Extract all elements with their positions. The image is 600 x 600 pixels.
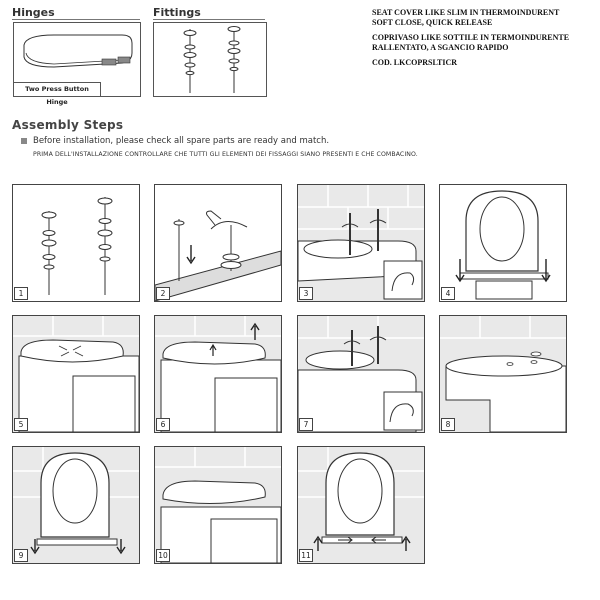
step-number: 1 [14,287,28,300]
step-panel-2 [154,184,282,302]
fittings-title: Fittings [153,6,201,19]
fittings-illustration [153,22,267,97]
hinges-title: Hinges [12,6,55,19]
step-number: 4 [441,287,455,300]
bullet-square-icon [21,138,27,144]
step-number: 3 [299,287,313,300]
step-number: 2 [156,287,170,300]
hinges-underline [12,19,140,20]
step-panel-9 [12,446,140,564]
assembly-note-text: Before installation, please check all spare parts are ready and match. [33,136,330,146]
step-number: 5 [14,418,28,431]
step-panel-5 [12,315,140,433]
product-line-4: RALLENTATO, A SGANCIO RAPIDO [372,42,509,52]
assembly-note-italian: PRIMA DELL'INSTALLAZIONE CONTROLLARE CHE TUTTI GLI ELEMENTI DEI FISSAGGI SIANO PRESENTI E CHE COMBACINO. [33,151,418,158]
step-panel-4 [439,184,567,302]
step-number: 11 [299,549,313,562]
product-line-3: COPRIVASO LIKE SOTTILE IN TERMOINDURENTE [372,33,570,42]
fittings-underline [153,19,265,20]
step-number: 7 [299,418,313,431]
step-number: 9 [14,549,28,562]
step-panel-10 [154,446,282,564]
product-code: COD. LKCOPRSLTICR [372,58,458,67]
step-panel-7 [297,315,425,433]
assembly-title: Assembly Steps [12,118,124,132]
step-number: 8 [441,418,455,431]
product-line-2: SOFT CLOSE, QUICK RELEASE [372,17,493,27]
step-panel-11 [297,446,425,564]
step-number: 10 [156,549,170,562]
step-panel-1 [12,184,140,302]
step-panel-6 [154,315,282,433]
step-number: 6 [156,418,170,431]
hinge-label: Two Press Button Hinge [13,82,101,97]
step-panel-3 [297,184,425,302]
step-panel-8 [439,315,567,433]
product-line-1: SEAT COVER LIKE SLIM IN THERMOINDURENT [372,8,560,17]
assembly-note [21,136,329,146]
product-description [372,8,597,68]
